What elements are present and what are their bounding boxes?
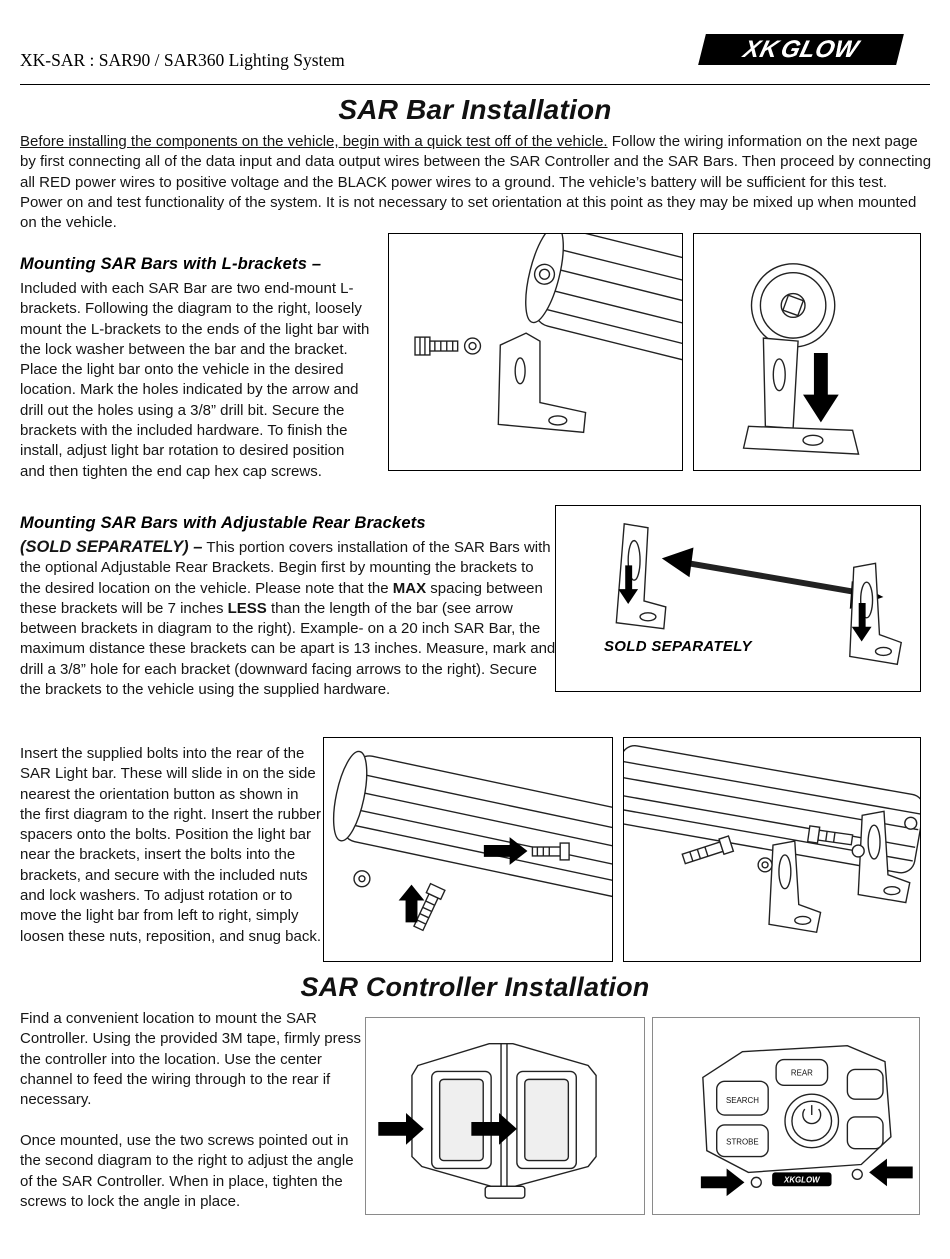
rear-brackets-text-1: This portion covers installation of the SAR Bars with the optional Adjustable Rear Brackets. Begin first by mounting the brackets to the desired location on the vehicle. Please note that the <box>20 539 551 597</box>
lbracket-exploded-diagram <box>389 234 682 470</box>
diagram-box-bolts-insert <box>323 737 613 962</box>
diagram-box-controller-angle <box>652 1017 920 1215</box>
page-title-sar-bar-installation: SAR Bar Installation <box>338 94 612 125</box>
diagram-box-lbracket-mounted <box>693 233 921 471</box>
page-title-sar-controller-installation: SAR Controller Installation <box>300 972 650 1002</box>
diagram-box-controller-mount <box>365 1017 645 1215</box>
intro-rest: Follow the wiring information on the next page by first connecting all of the data input and data output wires between the SAR Controller and the SAR Bars. Then proceed by connecting all RED power wires to positive voltage and the BLACK power wires to a ground. The vehicle’s battery will be sufficient for this test. Power on and test functionality of the system. It is not necessary to set orientation at this point as they may be mixed up when mounted on the vehicle. <box>20 133 932 232</box>
rear-brackets-text-3: than the length of the bar (see arrow between brackets in diagram to the right). Example- on a 20 inch SAR Bar, the maximum distance these brackets can be apart is 13 inches. Measure, mark and drill a 3/8” hole for each bracket (downward facing arrows to the right). Secure the brackets to the vehicle using the supplied hardware. <box>20 599 556 699</box>
diagram-box-adjustable-brackets <box>555 505 921 692</box>
document-header-title: XK-SAR : SAR90 / SAR360 Lighting System <box>20 50 345 70</box>
double-arrow-left-head <box>662 548 694 578</box>
l-brackets-body: Included with each SAR Bar are two end-mount L-brackets. Following the diagram to the right, loosely mount the L-brackets to the ends of the light bar with the lock washer between the bar and the bracket. Place the light bar onto the vehicle in the desired location. Mark the holes indicated by the arrow and drill out the holes using a 3/8” drill bit. Secure the brackets with the included hardware. To finish the install, adjust light bar rotation to desired position and then tighten the end cap hex cap screws. <box>20 280 370 480</box>
section-heading-l-brackets: Mounting SAR Bars with L-brackets – <box>20 255 322 273</box>
lbracket-mounted-diagram <box>694 234 920 470</box>
right-arrow-screw-icon <box>701 1168 745 1196</box>
intro-paragraph <box>20 132 932 233</box>
controller-angle-diagram <box>653 1018 919 1214</box>
controller-mount-diagram <box>366 1018 644 1214</box>
insert-bolts-body: Insert the supplied bolts into the rear of the SAR Light bar. These will slide in on the side nearest the orientation button as shown in the first diagram to the right. Insert the rubber spacers onto the bolts. Position the light bar near the brackets, insert the bolts into the brackets, and secure with the included nuts and lock washers. To adjust rotation or to move the light bar from left to right, simply loosen these nuts, reposition, and snug back. <box>20 745 322 945</box>
xkglow-logo-glow: GLOW <box>778 35 862 63</box>
adjustable-brackets-diagram <box>556 506 920 691</box>
rear-brackets-text-2: spacing between these brackets will be 7 inches <box>20 579 543 617</box>
xkglow-logo-xk: XK <box>740 35 782 63</box>
controller-mount-paragraph: Find a convenient location to mount the SAR Controller. Using the provided 3M tape, firmly press the controller into the location. Use the center channel to feed the wiring through to the rear if necessary. <box>20 1010 361 1109</box>
diagram-box-lbracket-exploded <box>388 233 683 471</box>
sold-separately-caption: SOLD SEPARATELY <box>604 638 752 655</box>
bolts-insert-diagram <box>324 738 612 961</box>
sold-separately-inline-heading: (SOLD SEPARATELY) – <box>20 538 203 556</box>
rear-brackets-body <box>20 537 557 700</box>
header-divider <box>20 84 930 85</box>
section-heading-rear-brackets: Mounting SAR Bars with Adjustable Rear Brackets <box>20 514 426 532</box>
controller-button-search-label: SEARCH <box>725 1096 759 1106</box>
max-bold: MAX <box>392 579 427 597</box>
controller-angle-paragraph: Once mounted, use the two screws pointed out in the second diagram to the right to adjust the angle of the SAR Controller. When in place, tighten the screws to lock the angle in place. <box>20 1132 354 1210</box>
controller-button-strobe-label: STROBE <box>726 1137 759 1147</box>
down-arrow-icon <box>803 353 839 422</box>
xkglow-logo <box>698 34 904 65</box>
intro-underlined-sentence: Before installing the components on the vehicle, begin with a quick test off of the vehicle. <box>20 133 608 150</box>
controller-logo-label: XKGLOW <box>784 1175 820 1185</box>
controller-button-rear-label: REAR <box>790 1068 813 1078</box>
diagram-box-bar-brackets-exploded <box>623 737 921 962</box>
bar-brackets-exploded-diagram <box>624 738 920 961</box>
left-arrow-screw-icon <box>869 1159 913 1187</box>
less-bold: LESS <box>227 599 267 617</box>
